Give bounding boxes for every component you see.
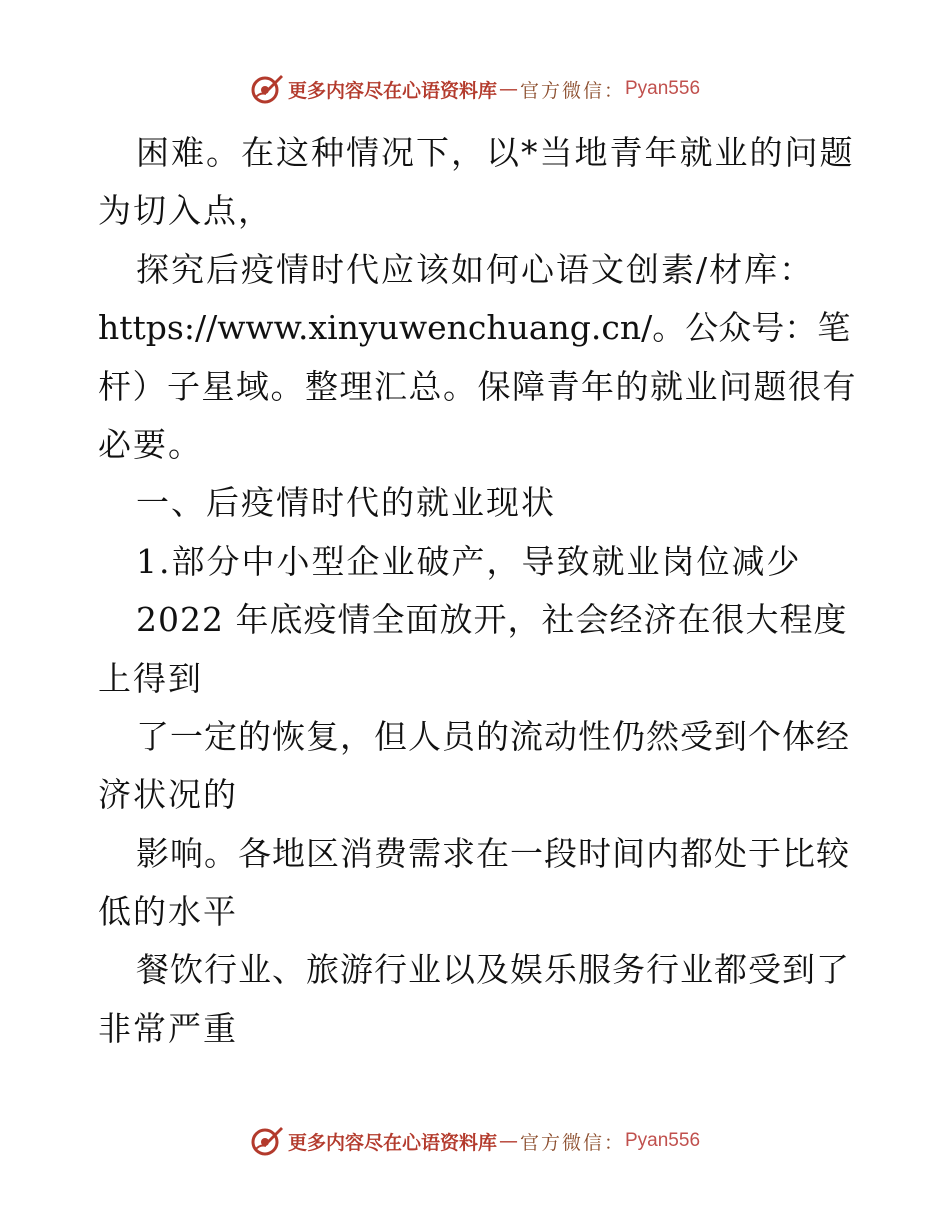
header-banner <box>0 72 950 106</box>
footer-banner-text: 更多内容尽在心语资料库 <box>287 1131 497 1154</box>
text-line: 杆）子星域。整理汇总。保障青年的就业问题很有 <box>98 366 857 406</box>
text-line: 2022 年底疫情全面放开，社会经济在很大程度 <box>136 600 848 640</box>
footer-wechat-id: Pyan556 <box>625 1130 701 1151</box>
text-line: 了一定的恢复，但人员的流动性仍然受到个体经 <box>136 716 850 756</box>
footer-banner-separator: — <box>498 1130 518 1152</box>
text-line: 1.部分中小型企业破产，导致就业岗位减少 <box>136 541 802 581</box>
text-line: 非常严重 <box>98 1008 238 1048</box>
text-line: 餐饮行业、旅游行业以及娱乐服务行业都受到了 <box>136 950 850 990</box>
text-line: https://www.xinyuwenchuang.cn/。公众号：笔 <box>98 308 851 348</box>
text-line: 探究后疫情时代应该如何心语文创素/材库： <box>136 249 815 289</box>
header-banner-text: 更多内容尽在心语资料库 <box>287 79 497 102</box>
text-line: 为切入点， <box>98 191 273 231</box>
brush-logo-icon <box>250 72 284 106</box>
text-line: 必要。 <box>98 424 203 464</box>
header-wechat-id: Pyan556 <box>625 78 701 99</box>
text-line: 低的水平 <box>98 892 238 932</box>
text-line: 济状况的 <box>98 775 238 815</box>
text-line: 一、后疫情时代的就业现状 <box>136 483 556 523</box>
text-line: 上得到 <box>98 658 203 698</box>
document-body <box>98 124 858 1058</box>
text-line: 影响。各地区消费需求在一段时间内都处于比较 <box>136 833 850 873</box>
brush-logo-icon <box>250 1124 284 1158</box>
header-wechat-label: 官方微信： <box>519 79 625 102</box>
text-line: 困难。在这种情况下，以*当地青年就业的问题 <box>136 133 855 172</box>
footer-banner <box>0 1124 950 1158</box>
header-banner-separator: — <box>498 78 518 100</box>
footer-wechat-label: 官方微信： <box>519 1131 625 1154</box>
